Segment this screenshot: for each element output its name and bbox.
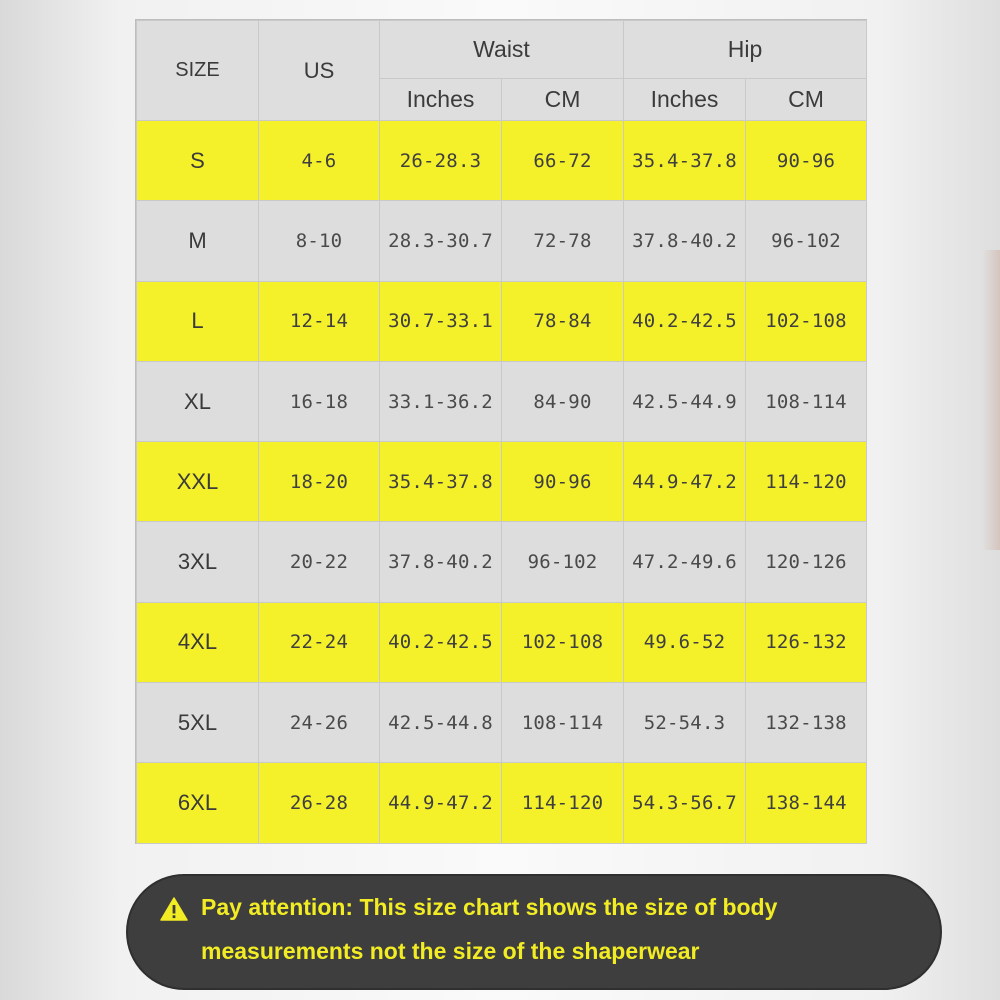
- background-edge-tint: [982, 250, 1000, 550]
- cell-size: 3XL: [137, 522, 259, 602]
- notice-line-2: measurements not the size of the shaperwear: [201, 938, 700, 964]
- table-row: [137, 442, 867, 522]
- cell-us: 20-22: [259, 522, 380, 602]
- header-us: US: [259, 21, 380, 121]
- cell-hip-cm: 102-108: [746, 281, 867, 361]
- table-row: [137, 361, 867, 441]
- cell-hip-cm: 126-132: [746, 602, 867, 682]
- cell-hip-inches: 40.2-42.5: [624, 281, 746, 361]
- cell-us: 12-14: [259, 281, 380, 361]
- cell-hip-cm: 90-96: [746, 121, 867, 201]
- table-row: [137, 763, 867, 843]
- cell-size: XXL: [137, 442, 259, 522]
- cell-waist-cm: 108-114: [502, 683, 624, 763]
- cell-us: 8-10: [259, 201, 380, 281]
- cell-waist-inches: 30.7-33.1: [380, 281, 502, 361]
- cell-hip-inches: 44.9-47.2: [624, 442, 746, 522]
- header-waist-inches: Inches: [380, 79, 502, 121]
- header-hip-cm: CM: [746, 79, 867, 121]
- header-hip-inches: Inches: [624, 79, 746, 121]
- cell-size: XL: [137, 361, 259, 441]
- table-row: [137, 201, 867, 281]
- cell-waist-cm: 114-120: [502, 763, 624, 843]
- cell-hip-cm: 132-138: [746, 683, 867, 763]
- cell-hip-cm: 120-126: [746, 522, 867, 602]
- table-row: [137, 602, 867, 682]
- cell-waist-inches: 40.2-42.5: [380, 602, 502, 682]
- table-header: [137, 21, 867, 121]
- cell-us: 4-6: [259, 121, 380, 201]
- cell-waist-cm: 72-78: [502, 201, 624, 281]
- cell-waist-inches: 26-28.3: [380, 121, 502, 201]
- cell-us: 22-24: [259, 602, 380, 682]
- cell-size: 6XL: [137, 763, 259, 843]
- cell-us: 18-20: [259, 442, 380, 522]
- cell-waist-cm: 96-102: [502, 522, 624, 602]
- cell-hip-inches: 52-54.3: [624, 683, 746, 763]
- cell-size: 4XL: [137, 602, 259, 682]
- cell-us: 26-28: [259, 763, 380, 843]
- cell-waist-inches: 28.3-30.7: [380, 201, 502, 281]
- table-row: [137, 121, 867, 201]
- cell-hip-inches: 35.4-37.8: [624, 121, 746, 201]
- cell-us: 16-18: [259, 361, 380, 441]
- size-chart: [136, 20, 866, 843]
- table-row: [137, 683, 867, 763]
- cell-size: L: [137, 281, 259, 361]
- table-body: [137, 121, 867, 844]
- cell-hip-inches: 54.3-56.7: [624, 763, 746, 843]
- cell-waist-inches: 42.5-44.8: [380, 683, 502, 763]
- notice-line-1: Pay attention: This size chart shows the size of body: [201, 894, 778, 920]
- cell-size: S: [137, 121, 259, 201]
- cell-waist-inches: 33.1-36.2: [380, 361, 502, 441]
- header-hip: Hip: [624, 21, 867, 79]
- cell-hip-cm: 114-120: [746, 442, 867, 522]
- cell-hip-inches: 47.2-49.6: [624, 522, 746, 602]
- size-table: [136, 20, 867, 844]
- header-waist-cm: CM: [502, 79, 624, 121]
- cell-hip-cm: 96-102: [746, 201, 867, 281]
- warning-icon: [160, 896, 188, 922]
- cell-size: M: [137, 201, 259, 281]
- cell-waist-cm: 102-108: [502, 602, 624, 682]
- cell-us: 24-26: [259, 683, 380, 763]
- cell-waist-cm: 78-84: [502, 281, 624, 361]
- cell-hip-inches: 42.5-44.9: [624, 361, 746, 441]
- attention-notice: [128, 876, 940, 988]
- header-waist: Waist: [380, 21, 624, 79]
- cell-hip-cm: 108-114: [746, 361, 867, 441]
- cell-hip-inches: 37.8-40.2: [624, 201, 746, 281]
- cell-size: 5XL: [137, 683, 259, 763]
- cell-waist-inches: 37.8-40.2: [380, 522, 502, 602]
- table-row: [137, 522, 867, 602]
- table-row: [137, 281, 867, 361]
- header-size: SIZE: [137, 21, 259, 121]
- cell-waist-inches: 35.4-37.8: [380, 442, 502, 522]
- cell-waist-cm: 84-90: [502, 361, 624, 441]
- cell-hip-cm: 138-144: [746, 763, 867, 843]
- cell-hip-inches: 49.6-52: [624, 602, 746, 682]
- cell-waist-cm: 90-96: [502, 442, 624, 522]
- cell-waist-inches: 44.9-47.2: [380, 763, 502, 843]
- cell-waist-cm: 66-72: [502, 121, 624, 201]
